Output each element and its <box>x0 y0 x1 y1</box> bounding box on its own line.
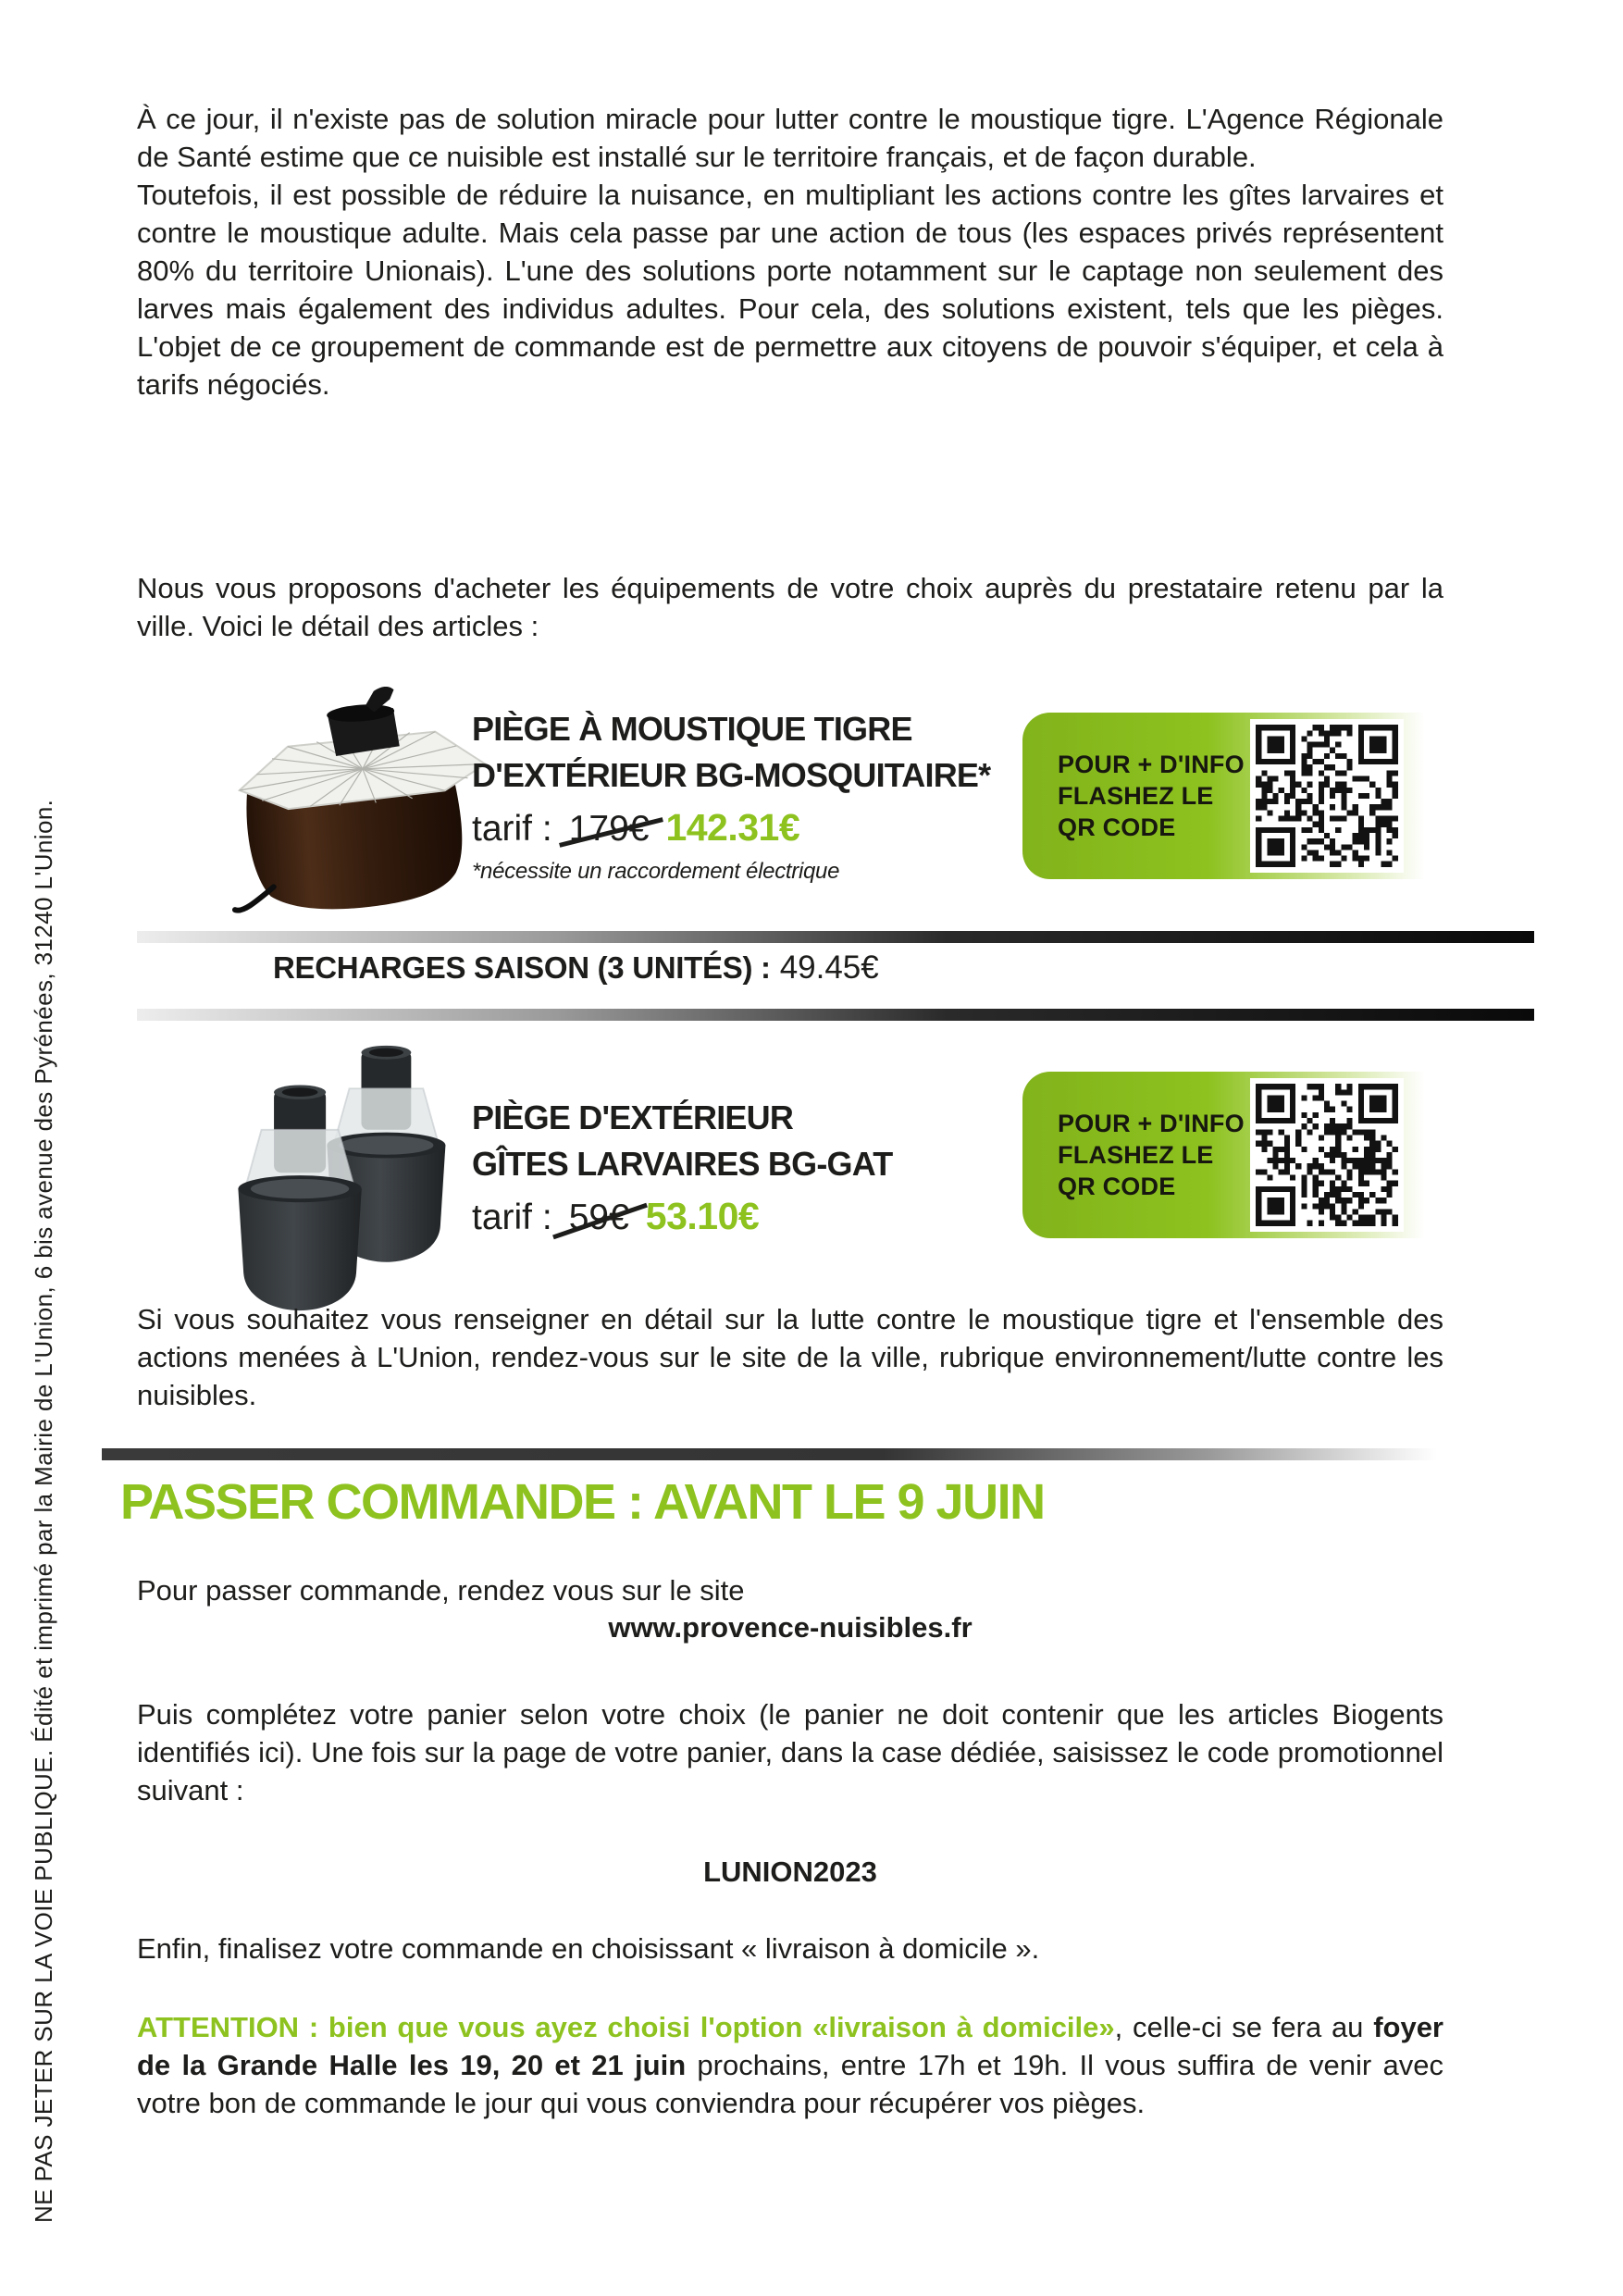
qr-info-text-1 <box>1058 749 1245 843</box>
qr-code <box>1250 1078 1404 1232</box>
product-2-info <box>472 1095 892 1238</box>
order-step-3-text: Enfin, finalisez votre commande en choisissant « livraison à domicile ». <box>137 1932 1040 1965</box>
product-1-price-row <box>472 806 990 850</box>
website-url[interactable]: www.provence-nuisibles.fr <box>608 1611 973 1644</box>
warning-bold-text: foyer de la Grande Halle les 19, 20 et 21 juin <box>137 2011 1443 2081</box>
order-step-1 <box>137 1571 1443 1609</box>
qr-info-text-2 <box>1058 1108 1245 1202</box>
intro-paragraph-1: À ce jour, il n'existe pas de solution miracle pour lutter contre le moustique tigre. L'Agence Régionale de Santé estime que ce nuisible est installé sur le territoire français, et de façon durable. <box>137 103 1443 173</box>
intro-paragraph-2: Toutefois, il est possible de réduire la nuisance, en multipliant les actions contre les gîtes larvaires et contre le moustique adulte. Mais cela passe par une action de tous (les espaces privés représentent 80% du territoire Unionais). L'une des solutions porte notamment sur le captage non seulement des larves mais également des individus adultes. Pour cela, des solutions existent, tels que les pièges. L'objet de ce groupement de commande est de permettre aux citoyens de pouvoir s'équiper, et cela à tarifs négociés. <box>137 179 1443 401</box>
product-photo-bg-gat <box>222 1044 490 1317</box>
product-1-info <box>472 706 990 885</box>
product-1-old-price: 179€ <box>568 809 650 849</box>
intro-block <box>137 100 1443 403</box>
imprint-vertical-text: NE PAS JETER SUR LA VOIE PUBLIQUE. Édité et imprimé par la Mairie de L'Union, 6 bis avenue des Pyrénées, 31240 L'Union. <box>30 799 57 2223</box>
website-line <box>137 1611 1443 1644</box>
product-1-title-line-2: D'EXTÉRIEUR BG-MOSQUITAIRE* <box>472 756 991 794</box>
qr-info-line: POUR + D'INFO <box>1058 1110 1245 1137</box>
recharges-line <box>273 949 879 987</box>
info-block <box>137 1300 1443 1414</box>
order-step-1-text: Pour passer commande, rendez vous sur le site <box>137 1574 745 1607</box>
product-1-title-line-1: PIÈGE À MOUSTIQUE TIGRE <box>472 710 912 748</box>
qr-info-line: FLASHEZ LE <box>1058 1141 1214 1169</box>
order-step-2 <box>137 1695 1443 1809</box>
qr-info-box-2 <box>1022 1072 1538 1238</box>
product-2-title-line-2: GÎTES LARVAIRES BG-GAT <box>472 1145 893 1183</box>
promo-code-line <box>137 1855 1443 1889</box>
qr-info-line: QR CODE <box>1058 1173 1176 1200</box>
recharges-price: 49.45€ <box>779 949 879 986</box>
product-2-title-line-1: PIÈGE D'EXTÉRIEUR <box>472 1098 794 1136</box>
product-2-price-row <box>472 1195 892 1238</box>
warning-block <box>137 2008 1443 2122</box>
qr-code <box>1250 719 1404 873</box>
divider-bar <box>137 1009 1534 1021</box>
product-2-tarif-label: tarif : <box>472 1198 552 1237</box>
order-section-heading: PASSER COMMANDE : AVANT LE 9 JUIN <box>120 1474 1045 1530</box>
warning-paragraph <box>137 2008 1443 2122</box>
divider-bar <box>137 931 1534 943</box>
promo-code: LUNION2023 <box>703 1855 877 1888</box>
warning-text: prochains, entre 17h et 19h. Il vous suffira de venir avec votre bon de commande le jour qui vous conviendra pour récupérer vos pièges. <box>137 2049 1443 2119</box>
warning-text: , celle-ci se fera au <box>1114 2011 1374 2043</box>
qr-info-box-1 <box>1022 713 1538 879</box>
section-divider-bar <box>102 1448 1522 1460</box>
info-paragraph: Si vous souhaitez vous renseigner en détail sur la lutte contre le moustique tigre et l'ensemble des actions menées à L'Union, rendez-vous sur le site de la ville, rubrique environnement/lutte contre les nuisibles. <box>137 1303 1443 1411</box>
product-photo-bg-mosquitaire <box>209 687 514 925</box>
product-1-new-price: 142.31€ <box>665 806 800 849</box>
product-2-old-price: 59€ <box>568 1198 629 1237</box>
qr-info-line: POUR + D'INFO <box>1058 751 1245 778</box>
product-1-footnote: *nécessite un raccordement électrique <box>472 859 840 884</box>
order-step-3 <box>137 1930 1443 1967</box>
proposal-paragraph: Nous vous proposons d'acheter les équipements de votre choix auprès du prestataire retenu par la ville. Voici le détail des articles : <box>137 572 1443 642</box>
recharges-label: RECHARGES SAISON (3 UNITÉS) : <box>273 950 771 985</box>
product-2-new-price: 53.10€ <box>645 1195 760 1237</box>
proposal-block <box>137 569 1443 645</box>
qr-info-line: QR CODE <box>1058 813 1176 841</box>
warning-green-text: ATTENTION : bien que vous ayez choisi l'option «livraison à domicile» <box>137 2011 1115 2043</box>
order-step-2-text: Puis complétez votre panier selon votre choix (le panier ne doit contenir que les articles Biogents identifiés ici). Une fois sur la page de votre panier, dans la case dédiée, saisissez le code promotionnel suivant : <box>137 1698 1443 1806</box>
product-1-tarif-label: tarif : <box>472 809 552 849</box>
qr-info-line: FLASHEZ LE <box>1058 782 1214 810</box>
